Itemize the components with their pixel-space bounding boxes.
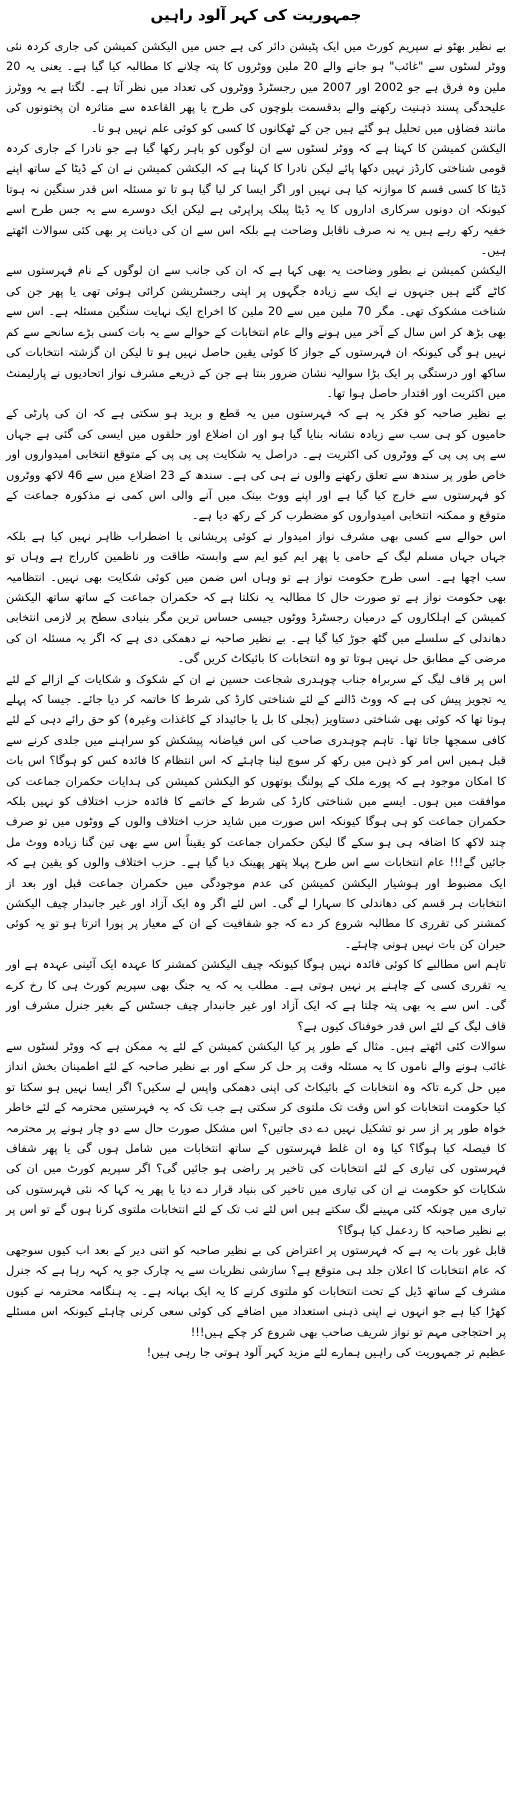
article-body <box>6 36 506 1362</box>
article-paragraph: اس حوالے سے کسی بھی مشرف نواز امیدوار نے کوئی پریشانی یا اضطراب ظاہر نہیں کیا ہے بلکہ جہاں جہاں مسلم لیگ کے حامی یا پھر ایم کیو ایم سے وابستہ طاقت ور ناظمین کارراج ہے وہاں تو سب اچھا ہے۔ اسی طرح حکومت نواز ہے تو وہاں اس ضمن میں کوئی شکایت بھی نہیں۔ انتظامیہ بھی حکومت نواز ہے تو صورت حال کا مطالبہ یہ نکلتا ہے کہ حکمران جماعت کے ساتھ ساتھ الیکشن کمیشن کے اہلکاروں کے درمیان رجسٹرڈ ووٹوں جیسی حساس ترین مگر بنیادی سطح پر لازمی انتخابی دھاندلی کے سلسلے میں گٹھ جوڑ کیا گیا ہے۔ بے نظیر صاحبہ نے دھمکی دی ہے کہ اگر یہ مسئلہ ان کی مرضی کے مطابق حل نہیں ہوتا تو وہ انتخابات کا بائیکاٹ کریں گی۔ <box>6 528 506 666</box>
article-paragraph: سوالات کئی اٹھتے ہیں۔ مثال کے طور پر کیا الیکشن کمیشن کے لئے یہ ممکن ہے کہ ووٹر لسٹوں سے غائب ہونے والے ناموں کا یہ مسئلہ وقت پر حل کر سکے اور بے نظیر صاحبہ کے لئے اطمینان بخش انداز میں حل کرے تاکہ وہ انتخابات کے بائیکاٹ کی اپنی دھمکی واپس لے سکیں؟ اگر ایسا نہیں ہو سکتا تو کیا حکومت انتخابات کو اس وقت تک ملتوی کر سکتی ہے جب تک کہ یہ فہرستیں محترمہ کے لئے خاطر خواہ طور پر از سر نو تشکیل نہیں دے دی جاتیں؟ اس مشکل صورت حال سے دو چار ہونے پر محترمہ کا فیصلہ کیا ہوگا؟ کیا وہ ان غلط فہرستوں کے ساتھ انتخابات میں شامل ہوں گی یا پھر شفاف فہرستوں کی تیاری کے لئے انتخابات کی تاخیر پر راضی ہو جائیں گی؟ اگر سپریم کورٹ میں ان کی شکایات کو حکومت نے ان کی تیاری میں تاخیر کی بنیاد قرار دے دیا یا پھر یہ کہا کہ نئی فہرستوں کی تیاری میں چونکہ کئی مہینے لگ سکتے ہیں اس لئے تب تک کے لئے انتخابات ملتوی کرنا ہوں گے تو اس پر بے نظیر صاحبہ کا ردعمل کیا ہوگا؟ <box>6 1038 506 1237</box>
article-paragraph: بے نظیر بھٹو نے سپریم کورٹ میں ایک پٹیشن دائر کی ہے جس میں الیکشن کمیشن کی جاری کردہ نئی ووٹر لسٹوں سے "غائب" ہو جانے والے 20 ملین ووٹروں کا پتہ چلانے کا مطالبہ کیا گیا ہے۔ یعنی یہ 20 ملین وہ فرق ہے جو 2002 اور 2007 میں رجسٹرڈ ووٹروں کی تعداد میں نظر آتا ہے۔ لگتا ہے یہ ووٹرز علیحدگی پسند ذہنیت رکھنے والے بدقسمت بلوچوں کی طرح یا پھر القاعدہ سے متاثرہ ان پختونوں کی مانند فضاؤں میں تحلیل ہو گئے ہیں جن کے ٹھکانوں کا کسی کو کوئی علم نہیں ہو تا۔ <box>6 39 507 135</box>
article-paragraph: بے نظیر صاحبہ کو فکر یہ ہے کہ فہرستوں میں یہ قطع و برید ہو سکتی ہے کہ ان کی پارٹی کے حامیوں کو ہی سب سے زیادہ نشانہ بنایا گیا ہو اور ان اضلاع اور حلقوں میں ایسی کی گئی ہے جہاں سے پی پی پی کے ووٹروں کی اکثریت ہے۔ دراصل یہ شکایت پی پی پی کے متوقع انتخابی امیدواروں اور خاص طور پر سندھ سے تعلق رکھنے والوں نے ہی کی ہے۔ سندھ کے 23 اضلاع میں سے 46 لاکھ ووٹروں کو فہرستوں سے خارج کیا گیا ہے اور اپنے ووٹ بینک میں آنے والی اس کمی نے مذکورہ جماعت کے متوقع و ممکنہ انتخابی امیدواروں کو مضطرب کر کے رکھ دیا ہے۔ <box>6 406 506 523</box>
article-paragraph: قابل غور بات یہ ہے کہ فہرستوں پر اعتراض کی بے نظیر صاحبہ کو اتنی دیر کے بعد اب کیوں سوجھی کہ عام انتخابات کا اعلان جلد ہی متوقع ہے؟ سازشی نظریات سے یہ چارک جو یہ کہہ رہا ہے کہ جنرل مشرف کے ساتھ ڈیل کے تحت انتخابات کو ملتوی کرنے کا یہ ایک بہانہ ہے۔ یہ ہنگامہ محترمہ نے کیوں کھڑا کیا ہے جو انہوں نے اپنی ذہنی استعداد میں اضافے کی کوئی سعی کرنی چاہئے کیونکہ اس مسئلے پر احتجاجی مہم تو نواز شریف صاحب بھی شروع کر چکے ہیں!!! <box>6 1242 506 1339</box>
article-title: جمہوریت کی کہر آلود راہیں <box>150 6 362 24</box>
article-paragraph: عظیم تر جمہوریت کی راہیں ہمارے لئے مزید کہر آلود ہوتی جا رہی ہیں! <box>146 1345 506 1359</box>
article-paragraph: تاہم اس مطالبے کا کوئی فائدہ نہیں ہوگا کیونکہ چیف الیکشن کمشنر کا عہدہ ایک آئینی عہدہ ہے اور یہ تقرری کسی کے چاہنے پر نہیں ہوتی ہے۔ مطلب یہ کہ یہ جنگ بھی سپریم کورٹ ہی کا رخ کرے گی۔ اس سے یہ بھی پتہ چلتا ہے کہ ایک آزاد اور غیر جانبدار چیف جسٹس کے بغیر جنرل مشرف اور قاف لیگ کے لئے اس قدر خوفناک کیوں ہے؟ <box>6 957 506 1033</box>
article-paragraph: الیکشن کمیشن نے بطور وضاحت یہ بھی کہا ہے کہ ان کی جانب سے ان لوگوں کے نام فہرستوں سے کاٹے گئے ہیں جنہوں نے ایک سے زیادہ جگہوں پر اپنی رجسٹریشن کرائی ہوئی تھی یا پھر جن کی شناخت مشکوک تھی۔ مگر 70 ملین میں سے 20 ملین کا اخراج ایک نہایت سنگین مسئلہ ہے۔ اس سے بھی بڑھ کر اس سال کے آخر میں ہونے والے عام انتخابات کے حوالے سے یہ بات کسی بڑے سانحے سے کم نہیں ہو گی کیونکہ ان فہرستوں کے جواز کا کوئی یقین حاصل نہیں ہو تا لیکن ان گزشتہ انتخابات کی ساکھ اور درستگی پر ایک بڑا سوالیہ نشان ضرور بنتا ہے جن کے ذریعے مشرف نواز اتحادیوں نے پارلیمنٹ میں اکثریت اور اقتدار حاصل ہوا تھا۔ <box>6 263 506 400</box>
article-paragraph: الیکشن کمیشن کا کہنا ہے کہ ووٹر لسٹوں سے ان لوگوں کو باہر رکھا گیا ہے جو نادرا کے جاری کردہ قومی شناختی کارڈز نہیں دکھا پائے لیکن نادرا کا کہنا ہے کہ الیکشن کمیشن نے ان کے ڈیٹا کے ساتھ اپنے ڈیٹا کا کسی قسم کا موازنہ کیا ہی نہیں اور اگر ایسا کر لیا گیا ہو تا تو مسئلہ اس قدر سنگین نہ ہوتا کیونکہ ان دونوں سرکاری اداروں کا یہ ڈیٹا پبلک پراپرٹی ہے لیکن ایک دوسرے سے یہ جس طرح اسے خفیہ رکھ رہے ہیں یہ نہ صرف ناقابل وضاحت ہے بلکہ اس سے ان کی دیانت پر بھی کئی سوالات اٹھتے ہیں۔ <box>6 141 506 258</box>
article-paragraph: اس پر قاف لیگ کے سربراہ جناب چوہدری شجاعت حسین نے ان کے شکوک و شکایات کے ازالے کے لئے یہ تجویز پیش کی ہے کہ ووٹ ڈالنے کے لئے شناختی کارڈ کی شرط کا خاتمہ کر دیا جائے۔ جیسا کہ پہلے ہوتا تھا کہ کوئی بھی شناختی دستاویز (بجلی کا بل یا جائیداد کے کاغذات وغیرہ) کو حق رائے دہی کے لئے کافی سمجھا جاتا تھا۔ تاہم چوہدری صاحب کی اس فیاضانہ پیشکش کو سراہنے میں جلدی کرنے سے قبل ہمیں اس امر کو ذہن میں رکھ کر سوچ لینا چاہئے کہ اس انتظام کا فائدہ کس کو ہوگا؟ اس بات کا امکان موجود ہے کہ پورے ملک کے پولنگ بوتھوں کو الیکشن کمیشن کی ہدایات حکمران جماعت کی موافقت میں ہوں۔ ایسے میں شناختی کارڈ کی شرط کے خاتمے کا فائدہ حزب اختلاف کو نہیں بلکہ حکمران جماعت کو ہی ہوگا کیونکہ اس صورت میں شاید حزب اختلاف والوں کے ووٹوں میں تو صرف چند لاکھ کا اضافہ ہی ہو سکے گا لیکن حکمران جماعت کو یقیناً اس سے بھی تین گنا زیادہ ووٹ مل جائیں گے!!! عام انتخابات سے اس طرح پہلا پتھر پھینک دیا گیا ہے۔ حزب اختلاف والوں کو یقین ہے کہ ایک مضبوط اور ہوشیار الیکشن کمیشن کی عدم موجودگی میں حکمران جماعت قبل اور بعد از انتخابات ہر قسم کی دھاندلی کا سہارا لے گی۔ اس لئے اگر وہ ایک آزاد اور غیر جانبدار چیف الیکشن کمشنر کی تقرری کا مطالبہ شروع کر دے کہ جو شفافیت کے ان کے معیار پر پورا اترتا ہو تو یہ کوئی حیران کن بات نہیں ہونی چاہئے۔ <box>6 671 506 951</box>
